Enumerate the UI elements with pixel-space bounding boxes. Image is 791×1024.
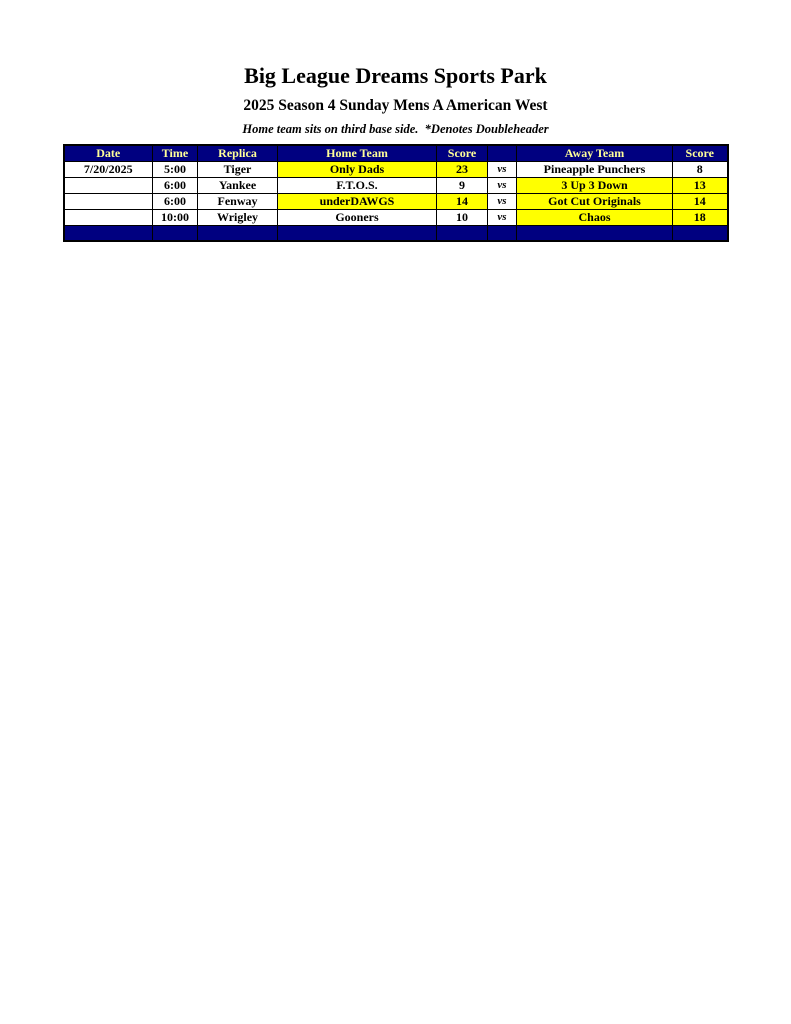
time-cell: 10:00: [153, 209, 198, 225]
footer-cell: [437, 225, 488, 241]
time-cell: 5:00: [153, 161, 198, 177]
replica-cell: Wrigley: [198, 209, 278, 225]
home-team-cell: F.T.O.S.: [278, 177, 437, 193]
col-header-replica: Replica: [198, 145, 278, 162]
col-header-vs: [488, 145, 517, 162]
home-team-cell: Gooners: [278, 209, 437, 225]
home-team-cell: underDAWGS: [278, 193, 437, 209]
away-team-cell: 3 Up 3 Down: [517, 177, 673, 193]
home-score-cell: 10: [437, 209, 488, 225]
vs-cell: vs: [488, 177, 517, 193]
col-header-away-score: Score: [673, 145, 728, 162]
away-score-cell: 13: [673, 177, 728, 193]
home-score-cell: 9: [437, 177, 488, 193]
footer-cell: [488, 225, 517, 241]
time-cell: 6:00: [153, 193, 198, 209]
vs-cell: vs: [488, 193, 517, 209]
time-cell: 6:00: [153, 177, 198, 193]
away-team-cell: Pineapple Punchers: [517, 161, 673, 177]
footer-cell: [153, 225, 198, 241]
home-score-cell: 14: [437, 193, 488, 209]
page-title: Big League Dreams Sports Park: [244, 63, 547, 88]
table-row: [64, 177, 728, 193]
col-header-home-score: Score: [437, 145, 488, 162]
footer-cell: [278, 225, 437, 241]
col-header-away-team: Away Team: [517, 145, 673, 162]
away-team-cell: Got Cut Originals: [517, 193, 673, 209]
col-header-home-team: Home Team: [278, 145, 437, 162]
date-cell: [64, 209, 153, 225]
away-score-cell: 14: [673, 193, 728, 209]
home-score-cell: 23: [437, 161, 488, 177]
table-row: [64, 161, 728, 177]
page-subtitle: 2025 Season 4 Sunday Mens A American West: [243, 97, 548, 115]
table-row: [64, 209, 728, 225]
page-header: [0, 0, 791, 137]
replica-cell: Yankee: [198, 177, 278, 193]
table-row: [64, 193, 728, 209]
date-cell: [64, 177, 153, 193]
table-footer-row: [64, 225, 728, 241]
table-header-row: [64, 145, 728, 162]
footer-cell: [673, 225, 728, 241]
home-team-cell: Only Dads: [278, 161, 437, 177]
footer-cell: [198, 225, 278, 241]
schedule-table: [63, 144, 729, 242]
footer-cell: [64, 225, 153, 241]
away-team-cell: Chaos: [517, 209, 673, 225]
away-score-cell: 18: [673, 209, 728, 225]
replica-cell: Tiger: [198, 161, 278, 177]
date-cell: [64, 193, 153, 209]
vs-cell: vs: [488, 161, 517, 177]
replica-cell: Fenway: [198, 193, 278, 209]
col-header-time: Time: [153, 145, 198, 162]
date-cell: 7/20/2025: [64, 161, 153, 177]
page-note: Home team sits on third base side. *Denotes Doubleheader: [242, 122, 549, 137]
vs-cell: vs: [488, 209, 517, 225]
footer-cell: [517, 225, 673, 241]
away-score-cell: 8: [673, 161, 728, 177]
col-header-date: Date: [64, 145, 153, 162]
